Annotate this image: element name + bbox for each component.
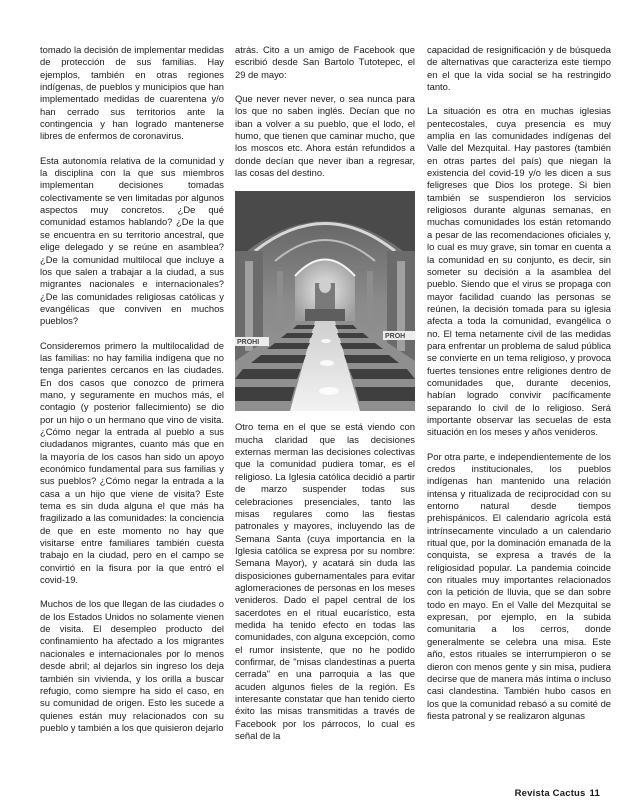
quote-paragraph: Que never never never, o sea nunca para los que no saben inglés. Decían que no iban a volver a su pueblo, que el lodo, el humo, que tienen que caminar mucho, que los moscos etc. Ahora están refundidos a donde decían que never iban a regresar, las cosas del destino. bbox=[235, 93, 415, 179]
paragraph: atrás. Cito a un amigo de Facebook que escribió desde San Bartolo Tutotepec, el 29 de mayo: bbox=[235, 44, 415, 80]
page-footer bbox=[515, 788, 600, 799]
page-number: 11 bbox=[589, 788, 600, 799]
church-interior-illustration bbox=[235, 191, 415, 411]
paragraph: Otro tema en el que se está viendo con mucha claridad que las decisiones externas merman las decisiones colectivas que la comunidad pudiera tomar, es el religioso. La Iglesia católica decidió a partir de marzo suspender todas sus celebraciones presenciales, tanto las misas regulares como las fiestas patronales y mayores, incluyendo las de Semana Santa (cuya importancia en la Iglesia católica se expresa por su nombre: Semana Mayor), y acatará sin duda las disposiciones gubernamentales para evitar aglomeraciones de personas en los meses venideros. Dado el papel central de los sacerdotes en el ritual eucarístico, esta medida ha tenido efecto en todas las comunidades, con alguna excepción, como el rumor insistente, que no he podido confirmar, de "misas clandestinas a puerta cerrada" en una parroquia a las que acuden algunos fieles de la región. Es interesante constatar que han tenido cierto éxito las misas transmitidas a través de Facebook por los párrocos, lo cual es señal de la bbox=[235, 421, 415, 742]
paragraph: Muchos de los que llegan de las ciudades o de los Estados Unidos no solamente vienen de visita. El desempleo producto del confinamiento ha afectado a los migrantes nacionales e internacionales por lo menos desde abril; al dejarlos sin ingreso los deja también sin vivienda, y los orilla a buscar refugio, como siempre ha sido el caso, en su comunidad de origen. Esto les sucede a quienes están muy relacionados con su pueblo y también a los que quisieron dejarlo bbox=[40, 598, 224, 733]
paragraph: Por otra parte, e independientemente de los credos institucionales, los pueblos indígenas han mantenido una relación intensa y ritualizada de reciprocidad con su entorno natural desde tiempos prehispánicos. El calendario agrícola está intrínsecamente vinculado a un calendario ritual que, por la dominación emanada de la conquista, se expresa a través de la religiosidad popular. La pandemia coincide con rituales muy importantes relacionados con la petición de lluvia, que se dan sobre todo en mayo. En el Valle del Mezquital se expresan, por ejemplo, en la subida comunitaria a los cerros, donde generalmente se celebra una misa. Este año, estos rituales se interrumpieron o se dieron con menos gente y sin misa, pudiera decirse que de manera más íntima o incluso casi clandestina. También hubo casos en los que la comunidad rebasó a su comité de fiesta patronal y se realizaron algunas bbox=[427, 450, 611, 721]
column-2 bbox=[235, 44, 415, 754]
column-1 bbox=[40, 44, 224, 746]
paragraph: tomado la decisión de implementar medidas de protección de sus familias. Hay ejemplos, también en otras regiones indígenas, de pueblos y municipios que han implementado medidas de cuarentena y/o han cerrado sus territorios ante la contingencia y han logrado mantenerse libres de enfermos de coronavirus. bbox=[40, 44, 224, 142]
sign-text-left: PROHI bbox=[237, 339, 260, 347]
column-3 bbox=[427, 44, 611, 734]
sign-text-right: PROH bbox=[385, 333, 406, 341]
paragraph: La situación es otra en muchas iglesias pentecostales, cuya presencia es muy amplia en las comunidades indígenas del Valle del Mezquital. Hay pastores (también en otras partes del país) que niegan la existencia del covid-19 y/o les dicen a sus feligreses que Dios los protege. Si bien también se suspendieron los servicios religiosos durante algunas semanas, en muchas comunidades los están retomando a pesar de las recomendaciones oficiales y, lo cual es muy grave, sin tomar en cuenta a la comunidad en su conjunto, es decir, sin someter su decisión a la asamblea del pueblo. Siendo que el virus se propaga con mayor facilidad cuando las personas se reúnen, la decisión tomada para su iglesia afecta a toda la comunidad, evangélica o no. El tema netamente civil de las medidas para enfrentar un problema de salud pública se convierte en un tema religioso, y provoca fuertes tensiones entre religiones dentro de comunidades que, durante decenios, habían logrado convivir pacíficamente separando lo civil de lo religioso. Será importante observar las secuelas de esta situación en los meses y años venideros. bbox=[427, 105, 611, 438]
paragraph: Consideremos primero la multilocalidad de las familias: no hay familia indígena que no tenga parientes cercanos en las ciudades. En dos casos que conozco de primera mano, y seguramente en muchos más, el contagio (y posterior fallecimiento) se dio por un hijo o un hermano que vino de visita. ¿Cómo negar la entrada al pueblo a sus ciudadanos migrantes, cuanto más que en la mayoría de los casos han sido un apoyo económico fundamental para sus familias y sus pueblos? ¿Cómo negar la entrada a la casa a un hijo que viene de visita? Este tema es sin duda alguna el que más ha fragilizado a las comunidades: la conciencia de que en este momento no hay que visitarse entre familiares también cuesta trabajo en la ciudad, pero en el campo se convirtió en la fisura por la que entró el covid-19. bbox=[40, 339, 224, 586]
paragraph: capacidad de resignificación y de búsqueda de alternativas que caracteriza este tiempo en el que la vida social se ha restringido tanto. bbox=[427, 44, 611, 93]
paragraph: Esta autonomía relativa de la comunidad y la disciplina con la que sus miembros implementan decisiones tomadas colectivamente se ven limitadas por algunos aspectos muy concretos. ¿De qué comunidad estamos hablando? ¿De la que se encuentra en su territorio ancestral, que elige delegado y se reúne en asamblea? ¿De la comunidad multilocal que incluye a los que salen a trabajar a la ciudad, a sus migrantes nacionales e internacionales? ¿De las comunidades religiosas católicas y evangélicas que conviven en muchos pueblos? bbox=[40, 154, 224, 327]
church-interior-photo bbox=[235, 191, 415, 411]
magazine-name: Revista Cactus bbox=[514, 788, 586, 799]
